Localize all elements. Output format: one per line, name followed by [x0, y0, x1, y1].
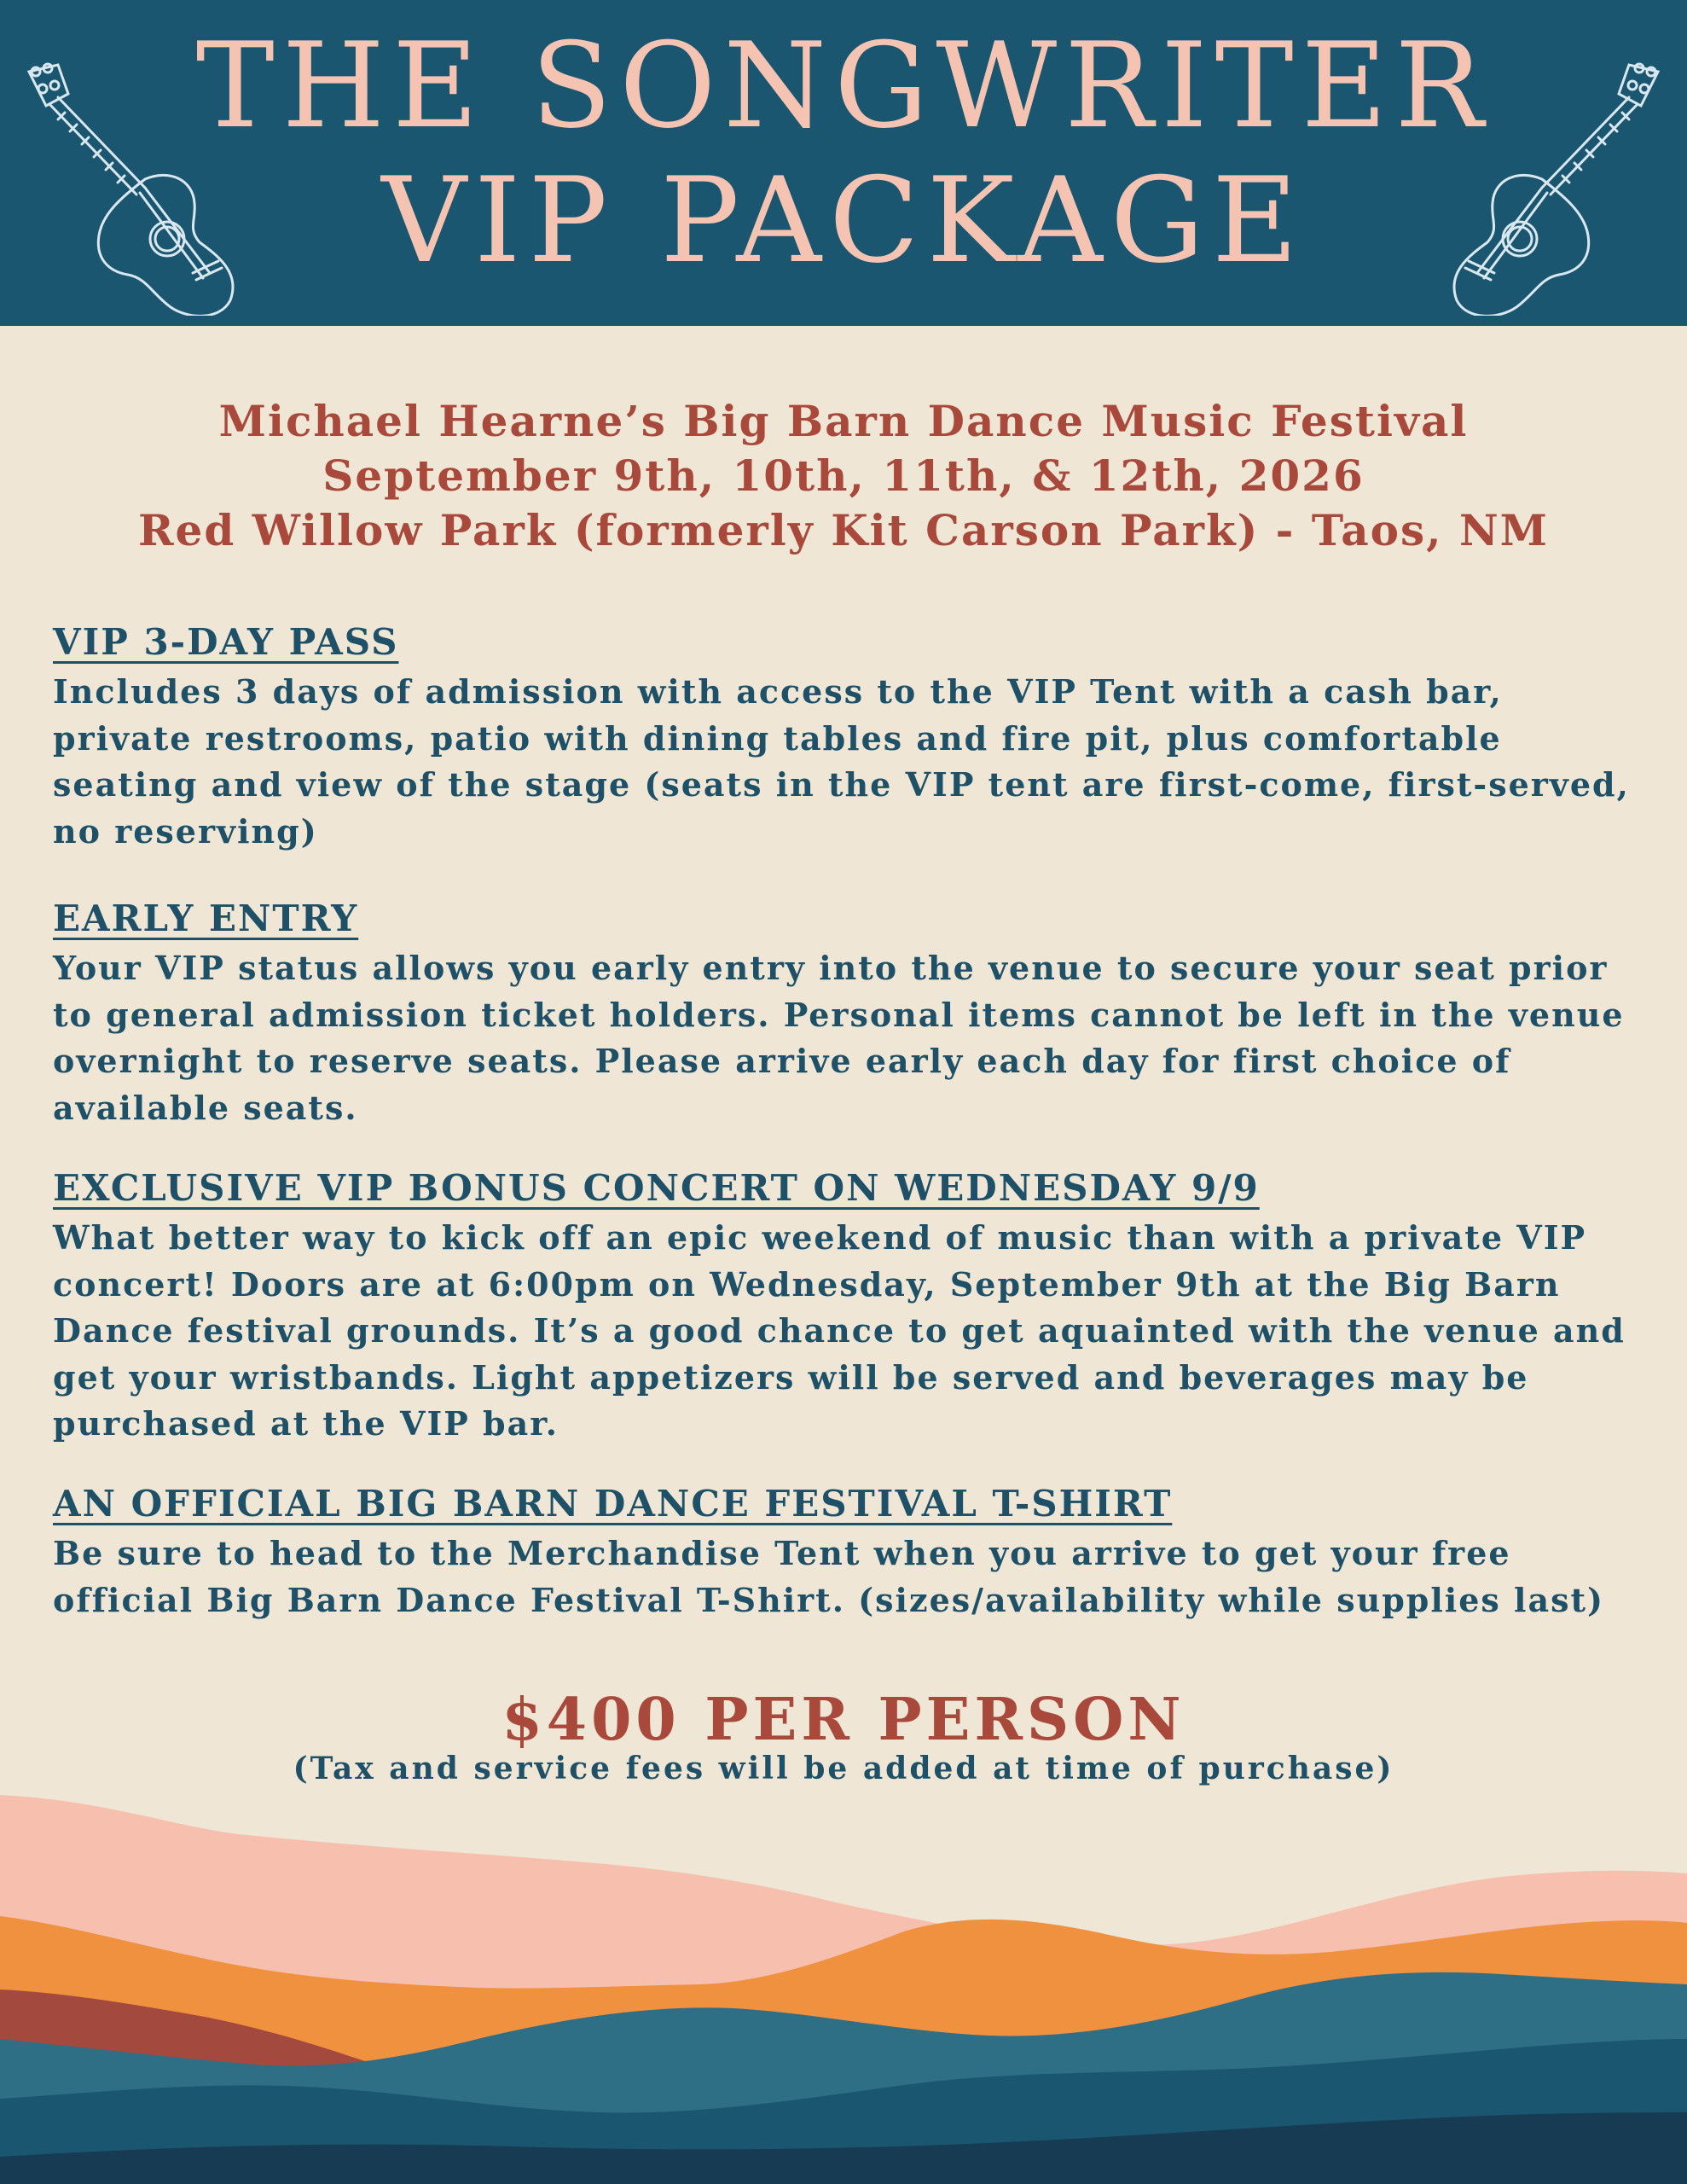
title-line-2: VIP PACKAGE — [381, 152, 1306, 289]
event-name: Michael Hearne’s Big Barn Dance Music Festival — [218, 396, 1469, 446]
section-heading: AN OFFICIAL BIG BARN DANCE FESTIVAL T-SHIRT — [53, 1483, 1173, 1525]
price-note: (Tax and service fees will be added at time of purchase) — [293, 1751, 1394, 1786]
section-vip-pass — [53, 621, 1639, 855]
section-body: Be sure to head to the Merchandise Tent when you arrive to get your free official Big Barn Dance Festival T-Shirt. (sizes/availability while supplies last) — [53, 1534, 1605, 1619]
event-location: Red Willow Park (formerly Kit Carson Park) - Taos, NM — [138, 505, 1549, 555]
section-heading: EXCLUSIVE VIP BONUS CONCERT ON WEDNESDAY 9/9 — [53, 1167, 1260, 1209]
section-body: What better way to kick off an epic weekend of music than with a private VIP concert! Doors are at 6:00pm on Wednesday, September 9th at the Big Barn Dance festival grounds. It’s a good chance to get aquainted with the venue and get your wristbands. Light appetizers will be served and beverages may be purchased at the VIP bar. — [53, 1218, 1626, 1443]
guitar-icon — [17, 60, 264, 316]
section-heading: EARLY ENTRY — [53, 897, 359, 939]
section-heading: VIP 3-DAY PASS — [53, 621, 399, 663]
title-line-1: THE SONGWRITER — [195, 17, 1492, 154]
header-banner — [0, 0, 1687, 326]
guitar-icon — [1423, 60, 1670, 316]
section-bonus-concert — [53, 1167, 1639, 1448]
mountain-landscape — [0, 1774, 1687, 2184]
price-amount: $400 PER PERSON — [501, 1686, 1186, 1754]
event-info — [0, 394, 1687, 558]
section-body: Includes 3 days of admission with access to the VIP Tent with a cash bar, private restrooms, patio with dining tables and fire pit, plus comfortable seating and view of the stage (seats in the VIP tent are first-come, first-served, no reserving) — [53, 672, 1630, 851]
event-dates: September 9th, 10th, 11th, & 12th, 2026 — [322, 450, 1365, 501]
section-body: Your VIP status allows you early entry into the venue to secure your seat prior to general admission ticket holders. Personal items cannot be left in the venue overnight to reserve seats. Please arrive early each day for first choice of available seats. — [53, 949, 1625, 1127]
section-tshirt — [53, 1483, 1639, 1623]
section-early-entry — [53, 897, 1639, 1131]
